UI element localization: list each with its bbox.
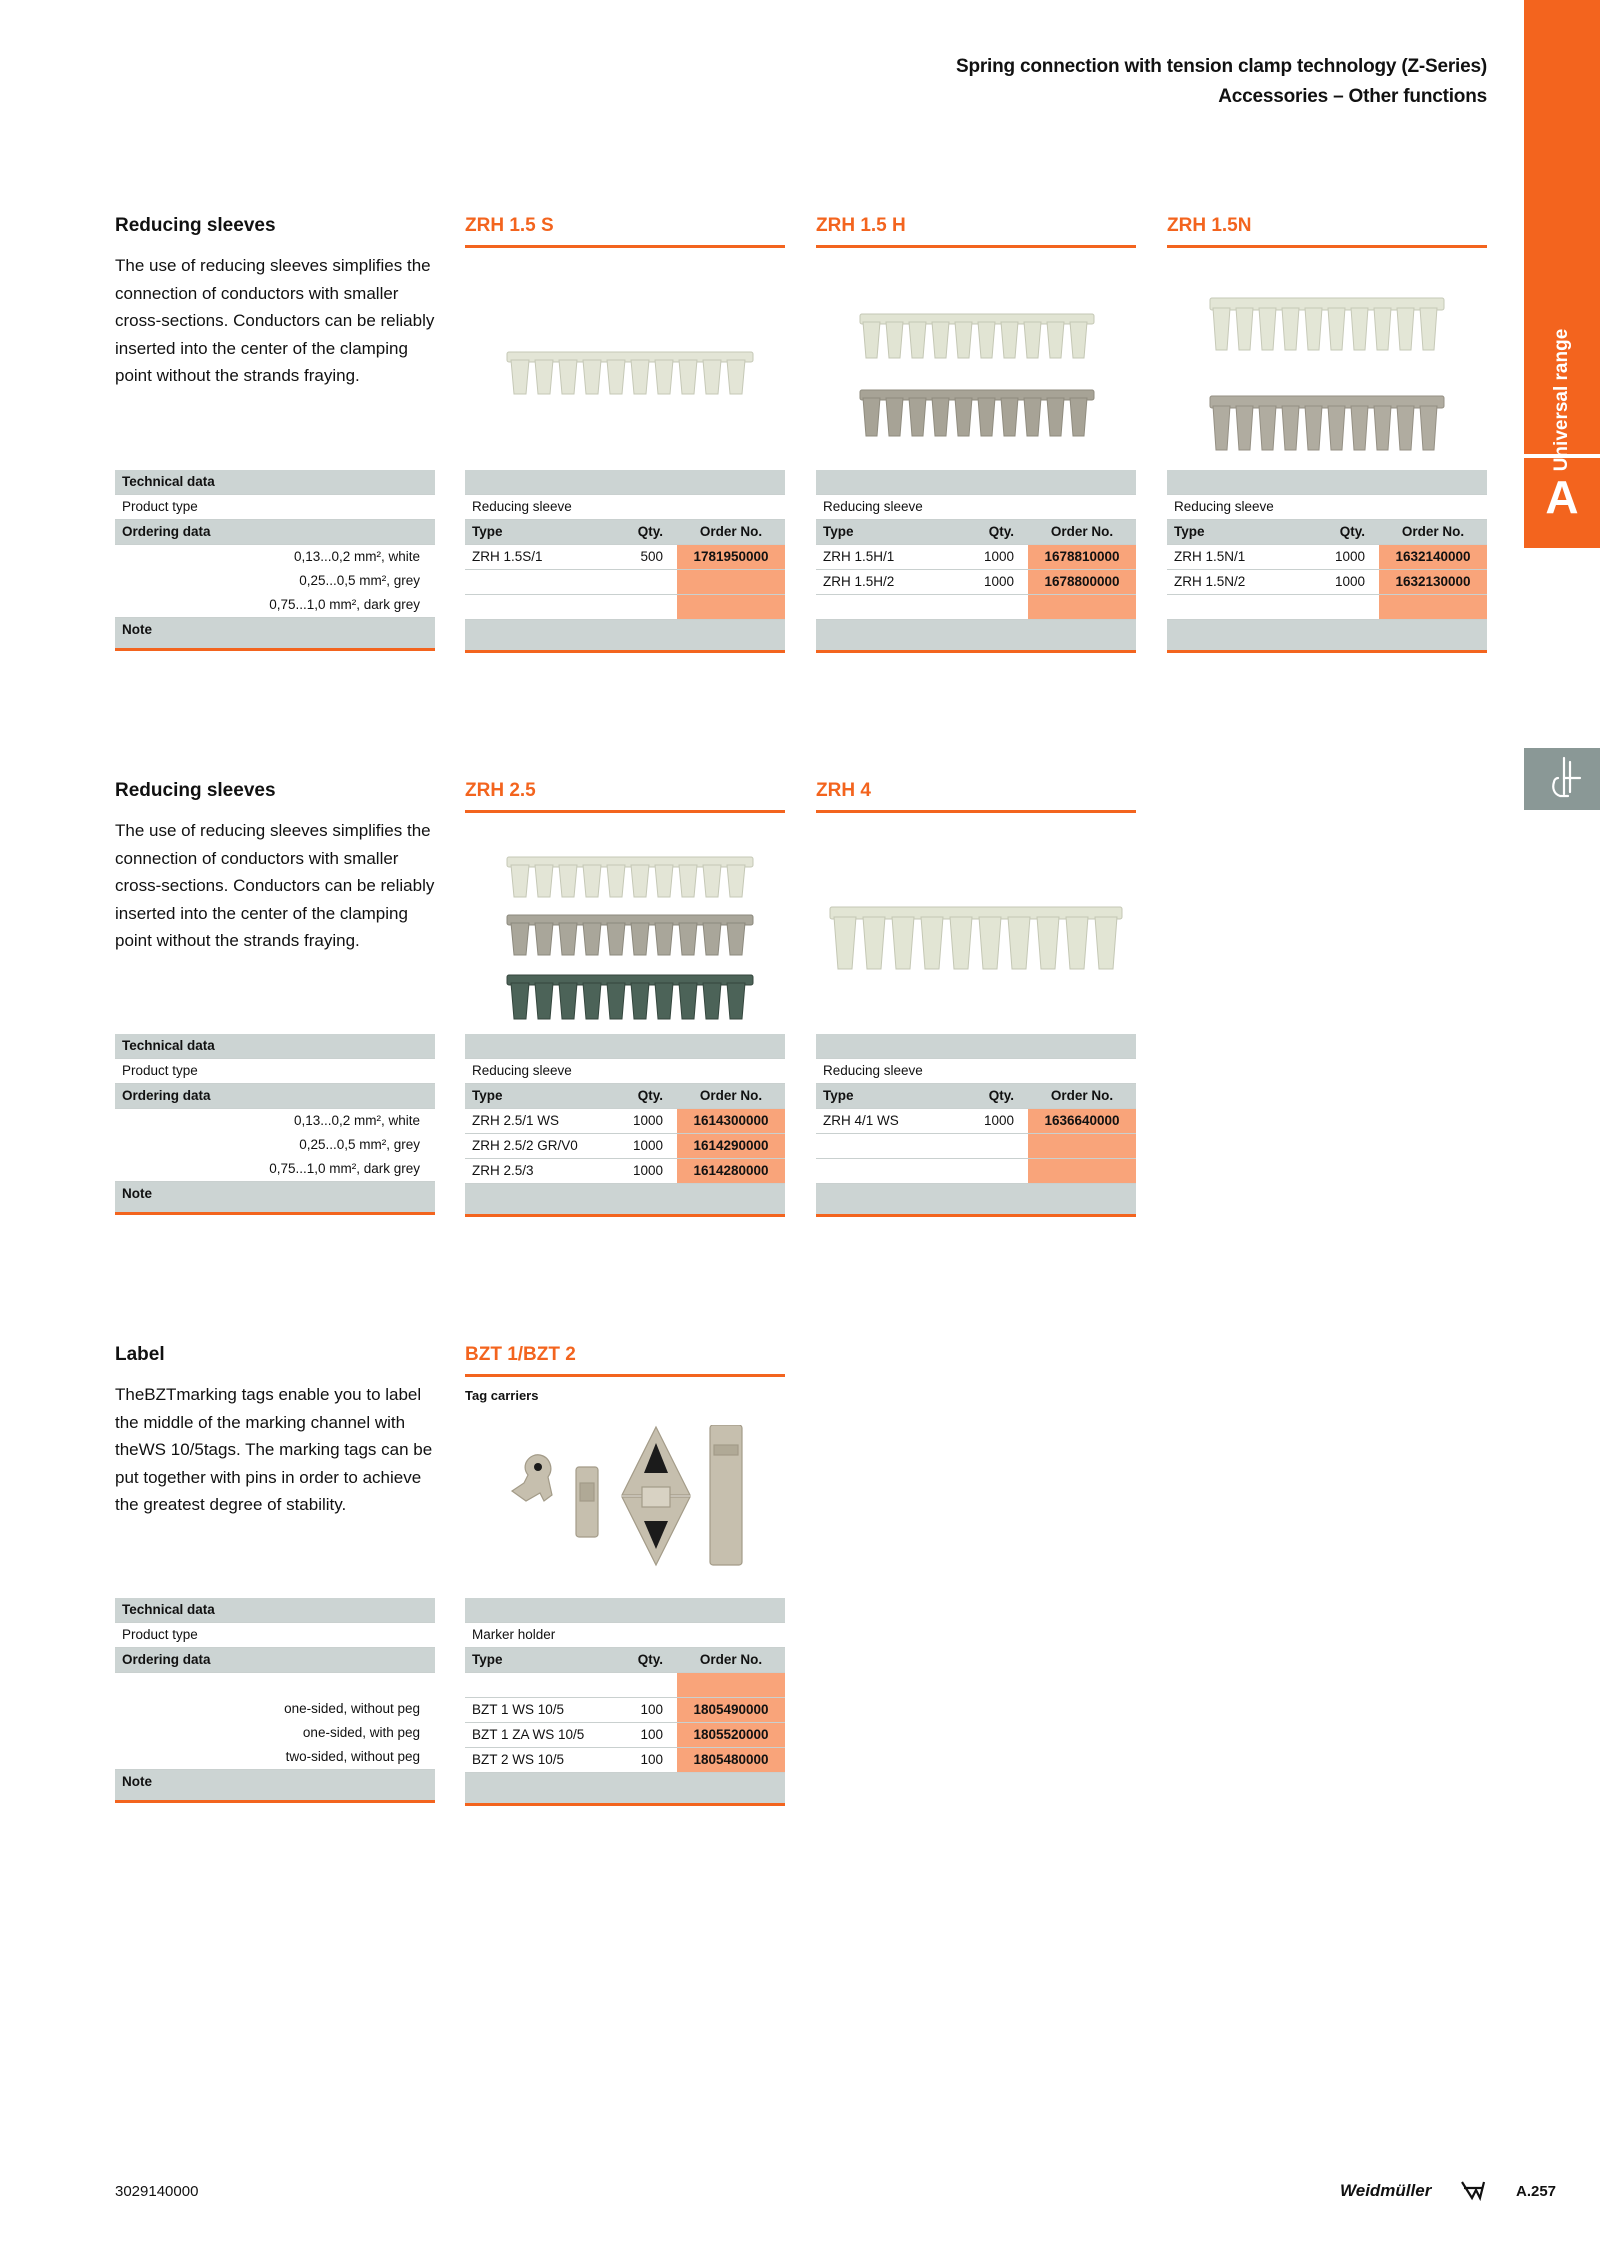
- ordering-data-row: Ordering data: [115, 520, 435, 545]
- order-table: [465, 470, 785, 653]
- order-table: [816, 470, 1136, 653]
- table-row: ZRH 2.5/3 1000 1614280000: [465, 1159, 785, 1184]
- section-title: Label: [115, 1344, 165, 1365]
- table-header-bar: [1167, 470, 1487, 495]
- table-row: ZRH 1.5H/2 1000 1678800000: [816, 570, 1136, 595]
- product-image-sleeve-strips: [1208, 296, 1448, 454]
- product-row: Reducing sleeve: [816, 1059, 1136, 1084]
- note-bar: [1167, 620, 1487, 653]
- product-row: Reducing sleeve: [465, 495, 785, 520]
- table-row: ZRH 1.5N/1 1000 1632140000: [1167, 545, 1487, 570]
- table-row: ZRH 2.5/1 WS 1000 1614300000: [465, 1109, 785, 1134]
- product-title: ZRH 4: [816, 780, 1136, 813]
- document-number: 3029140000: [115, 2183, 199, 2200]
- spec-row: 0,25...0,5 mm², grey: [299, 573, 420, 588]
- table-header-bar: [465, 1598, 785, 1623]
- table-row: ZRH 2.5/2 GR/V0 1000 1614290000: [465, 1134, 785, 1159]
- table-row: [816, 595, 1136, 620]
- spec-row: 0,25...0,5 mm², grey: [299, 1137, 420, 1152]
- product-title: ZRH 1.5 H: [816, 215, 1136, 248]
- note-row: Note: [115, 1770, 435, 1803]
- technical-data-row: Technical data: [115, 470, 435, 495]
- section-description: TheBZTmarking tags enable you to label the middle of the marking channel with theWS 10/5tags. The marking tags can be put together with pins in order to achieve the greatest degree of stability.: [115, 1385, 433, 1514]
- note-bar: [465, 620, 785, 653]
- table-row: ZRH 4/1 WS 1000 1636640000: [816, 1109, 1136, 1134]
- product-row: Reducing sleeve: [1167, 495, 1487, 520]
- product-title: ZRH 2.5: [465, 780, 785, 813]
- table-header-bar: [816, 1034, 1136, 1059]
- table-row: [1167, 595, 1487, 620]
- note-row: Note: [115, 1182, 435, 1215]
- table-row: [816, 1134, 1136, 1159]
- spec-row: 0,13...0,2 mm², white: [293, 1113, 420, 1128]
- order-table: [816, 1034, 1136, 1217]
- product-image-tag-carriers: [500, 1425, 760, 1575]
- section-title: Reducing sleeves: [115, 780, 276, 801]
- side-tab-label: Universal range: [1551, 328, 1572, 472]
- table-row: [465, 595, 785, 620]
- note-bar: [465, 1184, 785, 1217]
- product-type-row: Product type: [115, 1623, 435, 1648]
- section-title: Reducing sleeves: [115, 215, 276, 236]
- section-description: The use of reducing sleeves simplifies the connection of conductors with smaller cross-sections. Conductors can be reliably inserted into the center of the clamping point without the strands fraying.: [115, 256, 435, 385]
- product-row: Reducing sleeve: [465, 1059, 785, 1084]
- product-title: ZRH 1.5 S: [465, 215, 785, 248]
- column-header-row: Type Qty. Order No.: [816, 1084, 1136, 1109]
- spec-row: one-sided, without peg: [284, 1701, 420, 1716]
- left-data-table: [115, 1034, 435, 1215]
- technical-data-row: Technical data: [115, 1598, 435, 1623]
- column-header-row: Type Qty. Order No.: [465, 1084, 785, 1109]
- spec-row: one-sided, with peg: [302, 1725, 420, 1740]
- table-row: BZT 1 ZA WS 10/5 100 1805520000: [465, 1723, 785, 1748]
- column-header-row: Type Qty. Order No.: [465, 1648, 785, 1673]
- note-bar: [465, 1773, 785, 1806]
- technical-data-row: Technical data: [115, 1034, 435, 1059]
- product-image-sleeve-strip: [828, 905, 1124, 977]
- header-subtitle: Accessories – Other functions: [1218, 86, 1487, 107]
- note-bar: [816, 620, 1136, 653]
- product-type-row: Product type: [115, 495, 435, 520]
- spec-row: 0,75...1,0 mm², dark grey: [115, 1157, 435, 1182]
- product-title: ZRH 1.5N: [1167, 215, 1487, 248]
- ordering-data-row: Ordering data: [115, 1084, 435, 1109]
- column-header-row: Type Qty. Order No.: [465, 520, 785, 545]
- brand-name: Weidmüller: [1340, 2181, 1432, 2200]
- table-row: ZRH 1.5N/2 1000 1632130000: [1167, 570, 1487, 595]
- table-header-bar: [816, 470, 1136, 495]
- left-data-table: [115, 1598, 435, 1803]
- spec-row: 0,13...0,2 mm², white: [293, 549, 420, 564]
- table-header-bar: [465, 470, 785, 495]
- product-subtitle: Tag carriers: [465, 1388, 539, 1403]
- product-title: BZT 1/BZT 2: [465, 1344, 785, 1377]
- order-table: [465, 1598, 785, 1806]
- table-row: [465, 570, 785, 595]
- table-row: [816, 1159, 1136, 1184]
- table-row: BZT 2 WS 10/5 100 1805480000: [465, 1748, 785, 1773]
- section-description: The use of reducing sleeves simplifies the connection of conductors with smaller cross-sections. Conductors can be reliably inserted into the center of the clamping point without the strands fraying.: [115, 821, 435, 950]
- column-header-row: Type Qty. Order No.: [816, 520, 1136, 545]
- product-image-sleeve-strips: [505, 855, 755, 1025]
- table-row: BZT 1 WS 10/5 100 1805490000: [465, 1698, 785, 1723]
- ordering-data-row: Ordering data: [115, 1648, 435, 1673]
- order-table: [465, 1034, 785, 1217]
- table-header-bar: [465, 1034, 785, 1059]
- product-image-sleeve-strip: [505, 350, 755, 398]
- product-image-sleeve-strips: [858, 312, 1098, 442]
- spacer-row: [115, 1673, 435, 1697]
- spec-row: two-sided, without peg: [115, 1745, 435, 1770]
- product-row: Marker holder: [465, 1623, 785, 1648]
- left-data-table: [115, 470, 435, 651]
- spec-row: 0,75...1,0 mm², dark grey: [115, 593, 435, 618]
- page-number: A.257: [1516, 2183, 1557, 2200]
- table-row: ZRH 1.5S/1 500 1781950000: [465, 545, 785, 570]
- product-row: Reducing sleeve: [816, 495, 1136, 520]
- order-table: [1167, 470, 1487, 653]
- table-row: [465, 1673, 785, 1698]
- table-row: ZRH 1.5H/1 1000 1678810000: [816, 545, 1136, 570]
- product-type-row: Product type: [115, 1059, 435, 1084]
- side-tab-letter: A: [1545, 471, 1579, 523]
- hand-tool-icon: [1524, 748, 1600, 810]
- column-header-row: Type Qty. Order No.: [1167, 520, 1487, 545]
- brand-logo-icon: [1460, 2178, 1486, 2202]
- note-bar: [816, 1184, 1136, 1217]
- note-row: Note: [115, 618, 435, 651]
- header-title: Spring connection with tension clamp technology (Z-Series): [955, 56, 1487, 77]
